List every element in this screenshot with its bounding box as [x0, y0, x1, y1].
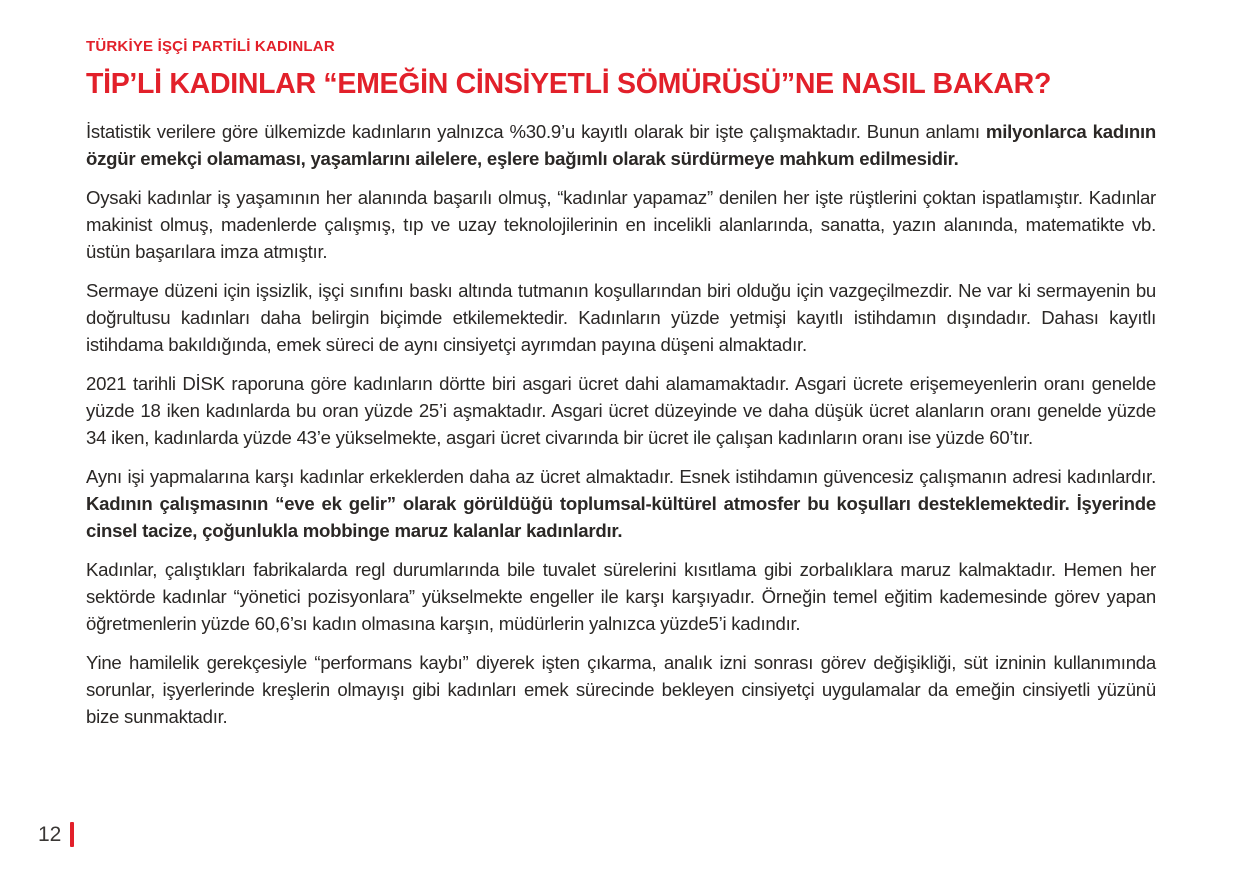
paragraph-text: 2021 tarihli DİSK raporuna göre kadınların dörtte biri asgari ücret dahi alamamaktadır. Asgari ücrete erişemeyenlerin oranı genelde yüzde 18 iken kadınlarda bu oran yüzde 25’i aşmaktadır. Asgari ücret düzeyinde ve daha düşük ücret alanların oranı genelde yüzde 34 iken, kadınlarda yüzde 43’e yükselmekte, asgari ücret civarında bir ücret ile çalışan kadınların oranı ise yüzde 60’tır.: [86, 373, 1156, 449]
body-paragraph: [86, 463, 1156, 544]
paragraph-bold-text: Kadının çalışmasının “eve ek gelir” olarak görüldüğü toplumsal-kültürel atmosfer bu koşulları desteklemektedir. İşyerinde cinsel tacize, çoğunlukla mobbinge maruz kalanlar kadınlardır.: [86, 493, 1156, 542]
body-paragraph: [86, 556, 1156, 637]
paragraph-text: Sermaye düzeni için işsizlik, işçi sınıfını baskı altında tutmanın koşullarından biri olduğu için vazgeçilmezdir. Ne var ki sermayenin bu doğrultusu kadınları daha belirgin biçimde etkilemektedir. Kadınların yüzde yetmişi kayıtlı istihdamın dışındadır. Dahası kayıtlı istihdama bakıldığında, emek süreci de aynı cinsiyetçi ayrımdan payına düşeni almaktadır.: [86, 280, 1156, 356]
paragraph-bold-text: milyonlarca kadının özgür emekçi olamaması, yaşamlarını ailelere, eşlere bağımlı olarak sürdürmeye mahkum edilmesidir.: [86, 121, 1156, 170]
body-paragraph: [86, 649, 1156, 730]
paragraph-text: Oysaki kadınlar iş yaşamının her alanında başarılı olmuş, “kadınlar yapamaz” denilen her işte rüştlerini çoktan ispatlamıştır. Kadınlar makinist olmuş, madenlerde çalışmış, tıp ve uzay teknolojilerinin en incelikli alanlarında, sanatta, yazın alanında, matematikte vb. üstün başarılara imza atmıştır.: [86, 187, 1156, 263]
body-paragraphs: [86, 118, 1156, 730]
page-content: [86, 38, 1156, 742]
page-number: 12: [38, 823, 62, 846]
body-paragraph: [86, 370, 1156, 451]
paragraph-text: Yine hamilelik gerekçesiyle “performans kaybı” diyerek işten çıkarma, analık izni sonrası görev değişikliği, süt izninin kullanımında sorunlar, işyerlerinde kreşlerin olmayışı gibi kadınları emek sürecinde bekleyen cinsiyetçi uygulamalar da emeğin cinsiyetli yüzünü bize sunmaktadır.: [86, 652, 1156, 728]
page-title: TİP’Lİ KADINLAR “EMEĞİN CİNSİYETLİ SÖMÜRÜSÜ”NE NASIL BAKAR?: [86, 68, 1052, 100]
paragraph-text: İstatistik verilere göre ülkemizde kadınların yalnızca %30.9’u kayıtlı olarak bir işte çalışmaktadır. Bunun anlamı: [86, 121, 986, 143]
paragraph-text: Aynı işi yapmalarına karşı kadınlar erkeklerden daha az ücret almaktadır. Esnek istihdamın güvencesiz çalışmanın adresi kadınlardır.: [86, 466, 1156, 488]
body-paragraph: [86, 184, 1156, 265]
page-number-divider: [70, 822, 74, 847]
section-kicker: TÜRKİYE İŞÇİ PARTİLİ KADINLAR: [86, 38, 335, 55]
paragraph-text: Kadınlar, çalıştıkları fabrikalarda regl durumlarında bile tuvalet sürelerini kısıtlama gibi zorbalıklara maruz kalmaktadır. Hemen her sektörde kadınlar “yönetici pozisyonlara” yükselmekte engeller ile karşı karşıyadır. Örneğin temel eğitim kademesinde görev yapan öğretmenlerin yüzde 60,6’sı kadın olmasına karşın, müdürlerin yalnızca yüzde5’i kadındır.: [86, 559, 1156, 635]
body-paragraph: [86, 118, 1156, 172]
body-paragraph: [86, 277, 1156, 358]
page-footer: [38, 822, 74, 847]
